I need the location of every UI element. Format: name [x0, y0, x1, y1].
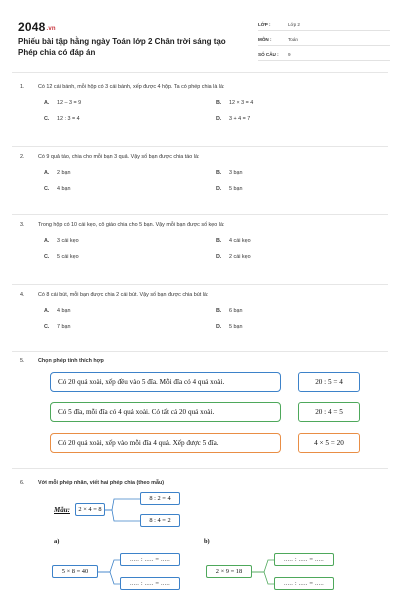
option-c[interactable]: C. 7 bạn [44, 324, 71, 330]
connector-line [104, 510, 140, 521]
sentence-box-1[interactable]: Có 20 quả xoài, xếp đều vào 5 đĩa. Mỗi đĩa có 4 quả xoài. [50, 372, 281, 392]
logo-text: 2048 [18, 20, 46, 34]
connector-line [98, 560, 120, 572]
option-c[interactable]: C. 12 : 3 = 4 [44, 116, 80, 122]
part-a-multiplication: 5 × 8 = 40 [52, 565, 98, 578]
option-b[interactable]: B. 6 bạn [216, 308, 243, 314]
option-c[interactable]: C. 5 cái kẹo [44, 254, 79, 260]
question-number: 5. [20, 358, 25, 364]
part-a-answer-1[interactable]: ..... : ..... = ..... [120, 553, 180, 566]
calc-box-3[interactable]: 4 × 5 = 20 [298, 433, 360, 453]
sample-label: Mẫu: [54, 506, 70, 514]
sentence-box-3[interactable]: Có 20 quả xoài, xếp vào mỗi đĩa 4 quả. Xếp được 5 đĩa. [50, 433, 281, 453]
part-a-label: a) [54, 538, 60, 545]
sample-division-2: 8 : 4 = 2 [140, 514, 180, 527]
question-title: Chọn phép tính thích hợp [38, 358, 104, 364]
option-c[interactable]: C. 4 bạn [44, 186, 71, 192]
meta-label: LỚP : [258, 21, 271, 27]
option-b[interactable]: B. 4 cái kẹo [216, 238, 251, 244]
option-a[interactable]: A. 4 bạn [44, 308, 71, 314]
part-b-multiplication: 2 × 9 = 18 [206, 565, 252, 578]
question-number: 1. [20, 84, 25, 90]
question-number: 3. [20, 222, 25, 228]
option-b[interactable]: B. 12 × 3 = 4 [216, 100, 254, 106]
question-text: Trong hộp có 10 cái kẹo, cô giáo chia cho 5 bạn. Vậy mỗi bạn được số kẹo là: [38, 222, 225, 228]
meta-value: 9 [288, 51, 291, 57]
option-a[interactable]: A. 2 bạn [44, 170, 71, 176]
question-number: 4. [20, 292, 25, 298]
page-title: Phiếu bài tập hằng ngày Toán lớp 2 Chân trời sáng tạo Phép chia có đáp án [18, 37, 226, 57]
option-d[interactable]: D. 5 bạn [216, 324, 243, 330]
option-d[interactable]: D. 5 bạn [216, 186, 243, 192]
question-text: Có 8 cái bút, mỗi bạn được chia 2 cái bút. Vậy số bạn được chia bút là: [38, 292, 209, 298]
question-number: 6. [20, 480, 25, 486]
option-d[interactable]: D. 2 cái kẹo [216, 254, 251, 260]
part-a-answer-2[interactable]: ..... : ..... = ..... [120, 577, 180, 590]
option-a[interactable]: A. 3 cái kẹo [44, 238, 79, 244]
meta-value: Lớp 2 [288, 21, 300, 27]
connector-line [98, 572, 120, 584]
calc-box-2[interactable]: 20 : 4 = 5 [298, 402, 360, 422]
meta-label: MÔN : [258, 36, 272, 42]
question-text: Có 12 cái bánh, mỗi hộp có 3 cái bánh, xếp được 4 hộp. Ta có phép chia là là: [38, 84, 225, 90]
meta-value: Toán [288, 36, 298, 42]
part-b-answer-1[interactable]: ..... : ..... = ..... [274, 553, 334, 566]
connector-line [104, 499, 140, 510]
option-a[interactable]: A. 12 – 3 = 9 [44, 100, 82, 106]
calc-box-1[interactable]: 20 : 5 = 4 [298, 372, 360, 392]
part-b-label: b) [204, 538, 210, 545]
question-title: Với mỗi phép nhân, viết hai phép chia (theo mẫu) [38, 480, 165, 486]
question-number: 2. [20, 154, 25, 160]
part-b-answer-2[interactable]: ..... : ..... = ..... [274, 577, 334, 590]
sentence-box-2[interactable]: Có 5 đĩa, mỗi đĩa có 4 quả xoài. Có tất cả 20 quả xoài. [50, 402, 281, 422]
logo-suffix: .vn [46, 26, 56, 32]
sample-multiplication: 2 × 4 = 8 [75, 503, 105, 516]
meta-label: SỐ CÂU : [258, 51, 279, 57]
option-b[interactable]: B. 3 bạn [216, 170, 243, 176]
sample-division-1: 8 : 2 = 4 [140, 492, 180, 505]
worksheet-page [6, 8, 394, 600]
connector-line [252, 572, 274, 584]
connector-line [252, 560, 274, 572]
option-d[interactable]: D. 3 + 4 = 7 [216, 116, 251, 122]
question-text: Có 9 quả táo, chia cho mỗi bạn 3 quả. Vậy số bạn được chia táo là: [38, 154, 200, 160]
